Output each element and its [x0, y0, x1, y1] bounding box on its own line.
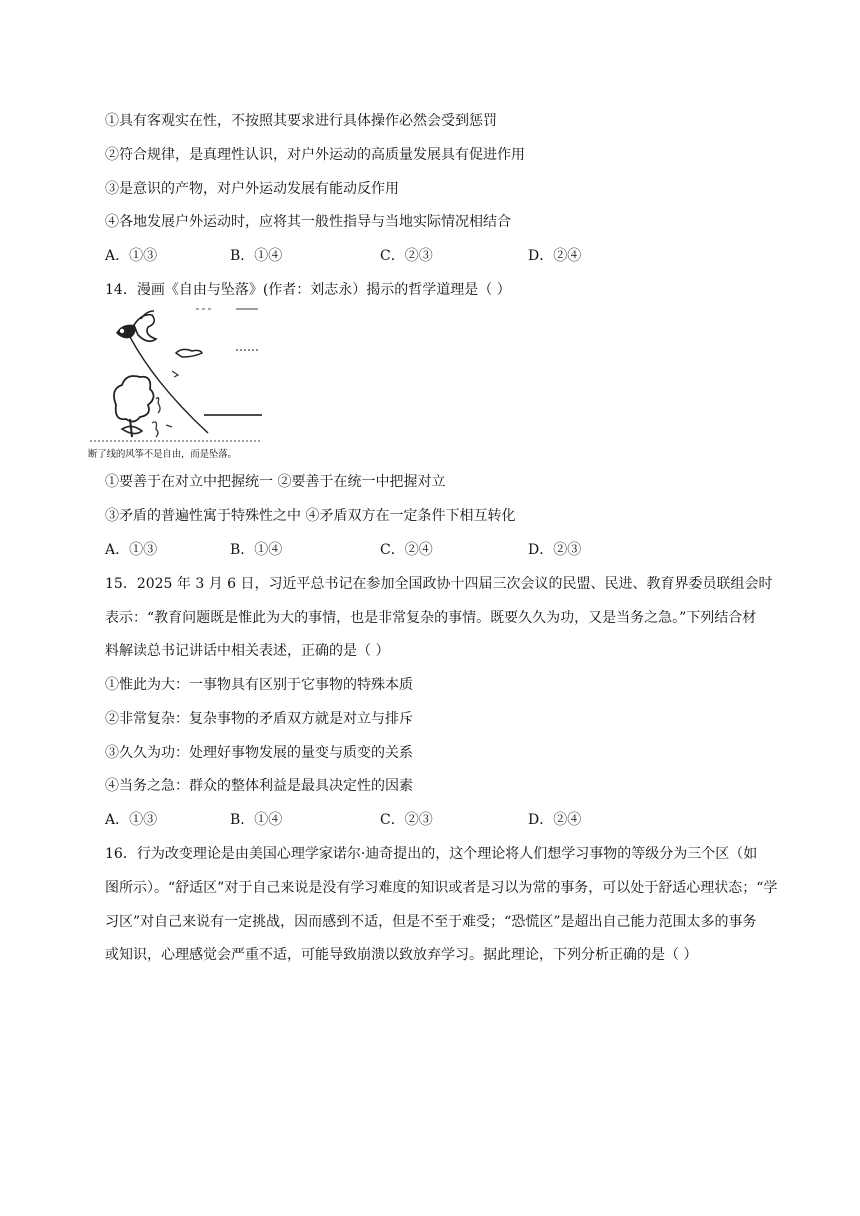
q13-option-b[interactable]: B．①④: [230, 248, 283, 264]
q15-statement-4: ④当务之急：群众的整体利益是最具决定性的因素: [105, 778, 413, 794]
q13-statement-1: ①具有客观实在性，不按照其要求进行具体操作必然会受到惩罚: [105, 113, 497, 129]
q15-statement-3: ③久久为功：处理好事物发展的量变与质变的关系: [105, 745, 413, 761]
q13-option-c[interactable]: C．②③: [380, 248, 433, 264]
q15-option-d[interactable]: D．②④: [528, 812, 582, 828]
q13-option-a[interactable]: A．①③: [105, 248, 158, 264]
q14-option-a[interactable]: A．①③: [105, 542, 158, 558]
q15-option-b[interactable]: B．①④: [230, 812, 283, 828]
q13-option-d[interactable]: D．②④: [528, 248, 582, 264]
q15-statement-2: ②非常复杂：复杂事物的矛盾双方就是对立与排斥: [105, 711, 413, 727]
q14-option-d[interactable]: D．②③: [528, 542, 582, 558]
q15-statement-1: ①惟此为大：一事物具有区别于它事物的特殊本质: [105, 677, 413, 693]
cartoon-caption: 断了线的风筝不是自由，而是坠落。: [88, 449, 237, 460]
q13-statement-3: ③是意识的产物，对户外运动发展有能动反作用: [105, 181, 399, 197]
q16-stem-line-2: 图所示）。“舒适区”对于自己来说是没有学习难度的知识或者是习以为常的事务，可以处于舒适心理状态；“学: [105, 880, 778, 896]
q14-statements-line-1: ①要善于在对立中把握统一 ②要善于在统一中把握对立: [105, 474, 446, 490]
q15-option-a[interactable]: A．①③: [105, 812, 158, 828]
q14-option-b[interactable]: B．①④: [230, 542, 283, 558]
kite-cartoon-image: [86, 305, 262, 465]
q16-stem-line-4: 或知识，心理感觉会严重不适，可能导致崩溃以致放弃学习。据此理论，下列分析正确的是（ ）: [105, 947, 698, 963]
q16-stem-line-3: 习区”对自己来说有一定挑战，因而感到不适，但是不至于难受；“恐慌区”是超出自己能力范围太多的事务: [105, 914, 757, 930]
q15-stem-line-1: 15．2025 年 3 月 6 日，习近平总书记在参加全国政协十四届三次会议的民盟、民进、教育界委员联组会时: [105, 576, 773, 592]
q15-option-c[interactable]: C．②③: [380, 812, 433, 828]
q15-stem-line-2: 表示：“教育问题既是惟此为大的事情，也是非常复杂的事情。既要久久为功，又是当务之急。”下列结合材: [105, 610, 757, 626]
q13-statement-2: ②符合规律，是真理性认识，对户外运动的高质量发展具有促进作用: [105, 147, 525, 163]
q16-stem-line-1: 16．行为改变理论是由美国心理学家诺尔·迪奇提出的，这个理论将人们想学习事物的等级分为三个区（如: [105, 846, 758, 862]
q15-stem-line-3: 料解读总书记讲话中相关表述，正确的是（ ）: [105, 643, 390, 659]
q14-statements-line-2: ③矛盾的普遍性寓于特殊性之中 ④矛盾双方在一定条件下相互转化: [105, 508, 516, 524]
q14-stem: 14．漫画《自由与坠落》(作者：刘志永）揭示的哲学道理是（ ）: [105, 282, 511, 298]
q14-option-c[interactable]: C．②④: [380, 542, 433, 558]
q13-statement-4: ④各地发展户外运动时，应将其一般性指导与当地实际情况相结合: [105, 214, 511, 230]
